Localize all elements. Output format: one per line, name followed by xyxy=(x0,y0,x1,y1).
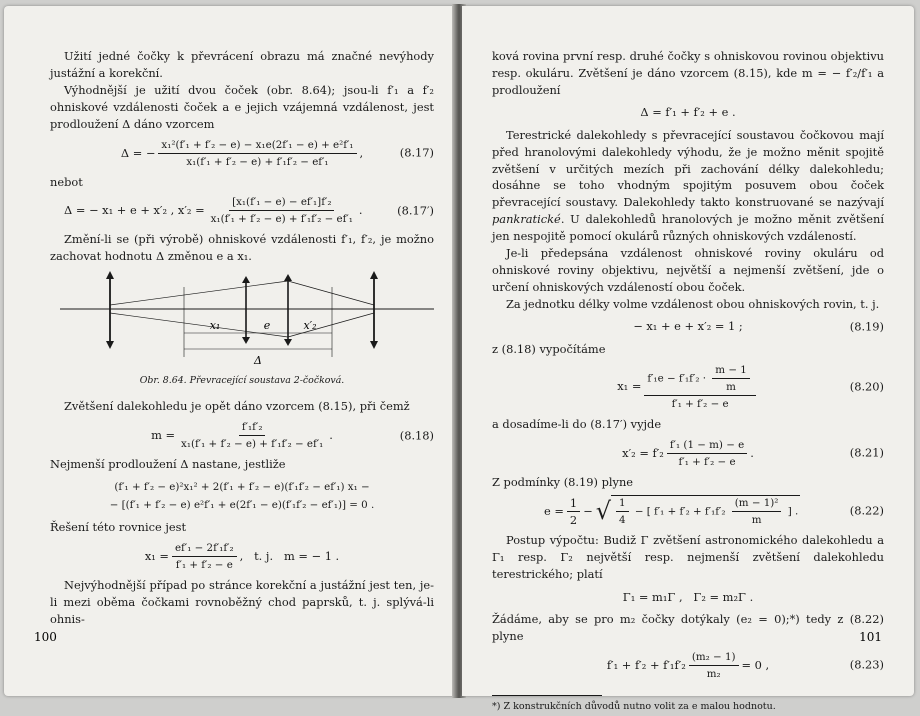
equation-number: (8.17) xyxy=(399,145,434,160)
eq-tail: , xyxy=(359,145,364,160)
equation-8-22 xyxy=(492,495,884,527)
paragraph: a dosadíme-li do (8.17′) vyjde xyxy=(492,416,662,431)
equation-minimum-line-1 xyxy=(50,478,434,496)
eq-text: Γ₁ = m₁Γ , Γ₂ = m₂Γ . xyxy=(622,589,754,604)
eq-denominator: f′₁ + f′₂ − e xyxy=(175,558,233,571)
equation-8-17-prime xyxy=(50,195,434,226)
eq-numerator: ef′₁ − 2f′₁f′₂ xyxy=(172,541,237,557)
equation-gamma xyxy=(492,588,884,606)
eq-numerator: (m₂ − 1) xyxy=(689,650,739,666)
footnote-rule xyxy=(492,695,602,696)
eq-denominator: f′₁ + f′₂ − e xyxy=(678,455,736,468)
eq-numerator: (m − 1)² xyxy=(732,496,782,512)
equation-number: (8.19) xyxy=(849,319,884,334)
equation-number: (8.18) xyxy=(399,428,434,443)
eq-fraction xyxy=(158,138,356,169)
eq-lhs: x₁ = xyxy=(144,548,169,563)
equation-number: (8.23) xyxy=(849,657,884,672)
paragraph: Nejvýhodnější případ po stránce korekční a justážní jest ten, je-li mezi oběma čočkami rovnoběžný chod paprsků, t. j. splývá-li ohnis- xyxy=(50,577,434,626)
eq-denominator: f′₁ + f′₂ − e xyxy=(671,397,729,410)
ray xyxy=(288,281,374,305)
eq-tail: . xyxy=(750,445,754,460)
label-x1: x₁ xyxy=(209,319,221,333)
eq-denominator: 2 xyxy=(569,512,578,527)
eq-lhs: Δ = − x₁ + e + x′₂ , x′₂ = xyxy=(64,203,205,218)
eq-tail: ] . xyxy=(787,505,799,518)
equation-8-20 xyxy=(492,363,884,411)
eq-lhs: m = xyxy=(151,428,176,443)
eq-lhs: x′₂ = f′₂ xyxy=(622,445,664,460)
left-page xyxy=(4,6,456,696)
footnote: *) Z konstrukčních důvodů nutno volit za e malou hodnotu. xyxy=(492,700,776,712)
left-page-content xyxy=(50,48,434,628)
eq-denominator: m xyxy=(726,380,736,393)
eq-num-text: f′₁e − f′₁f′₂ · xyxy=(647,372,707,385)
eq-numerator: [x₁(f′₁ − e) − ef′₁]f′₂ xyxy=(229,195,334,211)
eq-denominator: x₁(f′₁ + f′₂ − e) + f′₁f′₂ − ef′₁ xyxy=(210,213,353,226)
eq-numerator xyxy=(644,363,755,396)
text: Terestrické dalekohledy s převracející soustavou čočkovou mají před hranolovými dalekohledy výhodu, že je možno měnit spojitě zvětšení v určitých mezích při zachování délky dalekohledu; dosáhne se toho vhodným spojitým posuvem obou čoček převracející soustavy. Dalekohledy takto konstruované se nazývají xyxy=(492,127,884,210)
paragraph: Řešení této rovnice jest xyxy=(50,519,187,534)
objective-lens xyxy=(106,271,114,349)
eq-tail: . xyxy=(358,203,363,218)
paragraph: Z podmínky (8.19) plyne xyxy=(492,474,634,489)
eq-text: − [ f′₁ + f′₂ + f′₁f′₂ xyxy=(634,505,726,518)
eq-text: Δ = f′₁ + f′₂ + e . xyxy=(640,105,736,120)
paragraph: Za jednotku délky volme vzdálenost obou ohniskových rovin, t. j. xyxy=(506,296,880,311)
eq-tail: . xyxy=(329,428,333,443)
eq-lhs: Δ = − xyxy=(120,145,156,160)
second-relay-lens xyxy=(284,274,292,346)
paragraph xyxy=(492,127,884,245)
eq-numerator: f′₁ (1 − m) − e xyxy=(667,438,747,454)
eq-lhs: e = xyxy=(544,503,564,518)
paragraph: z (8.18) vypočítáme xyxy=(492,341,606,356)
ray xyxy=(288,313,374,337)
label-x2: x′₂ xyxy=(303,319,317,333)
eq-numerator: f′₁f′₂ xyxy=(239,420,266,436)
page-number: 100 xyxy=(34,630,57,644)
eq-lhs: f′₁ + f′₂ + f′₁f′₂ xyxy=(606,657,686,672)
eq-tail: = 0 , xyxy=(741,657,770,672)
equation-minimum-line-2 xyxy=(50,496,434,514)
paragraph: ková rovina první resp. druhé čočky s ohniskovou rovinou objektivu resp. okuláru. Zvětšení je dáno vzorcem (8.15), kde m = − f′₂/f′₁ a prodloužení xyxy=(492,49,884,97)
eq-denominator: 4 xyxy=(619,514,626,527)
eq-numerator: 1 xyxy=(567,496,580,512)
eq-numerator: x₁²(f′₁ + f′₂ − e) − x₁e(2f′₁ − e) + e²f′₁ xyxy=(158,138,356,154)
eq-lhs: x₁ = xyxy=(617,379,642,394)
eq-numerator: 1 xyxy=(616,496,629,512)
italic-term: pankratické xyxy=(492,212,561,227)
eyepiece-lens xyxy=(370,271,378,349)
right-page xyxy=(462,6,914,712)
eq-fraction-bracket xyxy=(732,496,782,527)
eq-denominator: x₁(f′₁ + f′₂ − e) + f′₁f′₂ − ef′₁ xyxy=(186,155,329,168)
eq-fraction xyxy=(689,650,739,681)
eq-text: (f′₁ + f′₂ − e)²x₁² + 2(f′₁ + f′₂ − e)(f′₁f′₂ − ef′₁) x₁ − xyxy=(114,480,370,493)
eq-fraction xyxy=(172,541,237,572)
eq-fraction-half xyxy=(567,496,580,527)
sqrt-sign: √ xyxy=(595,497,611,526)
equation-number: (8.22) xyxy=(849,503,884,518)
page-number: 101 xyxy=(859,630,882,644)
eq-fraction xyxy=(667,438,747,469)
eq-fraction xyxy=(178,420,326,451)
eq-fraction xyxy=(644,363,755,411)
paragraph: Změní-li se (při výrobě) ohniskové vzdálenosti f′₁, f′₂, je možno zachovat hodnotu Δ změnou e a x₁. xyxy=(50,232,434,264)
equation-number: (8.20) xyxy=(849,379,884,394)
equation-solution xyxy=(50,541,434,572)
label-delta: Δ xyxy=(254,354,262,368)
equation-delta xyxy=(492,104,884,122)
eq-inner-fraction xyxy=(712,363,750,394)
paragraph: Užití jedné čočky k převrácení obrazu má značné nevýhody justážní a korekční. xyxy=(50,49,434,80)
eq-denominator: m xyxy=(751,514,762,527)
equation-number: (8.21) xyxy=(849,445,884,460)
paragraph: Žádáme, aby se pro m₂ čočky dotýkaly (e₂ = 0);*) tedy z (8.22) plyne xyxy=(492,612,884,644)
sqrt-radicand xyxy=(611,495,800,527)
paragraph: Výhodnější je užití dvou čoček (obr. 8.64); jsou-li f′₁ a f′₂ ohniskové vzdálenosti čoček a e jejich vzájemná vzdálenost, jest prodloužení Δ dáno vzorcem xyxy=(50,82,434,131)
ray xyxy=(110,313,288,337)
eq-denominator: m₂ xyxy=(706,667,721,680)
eq-tail: , t. j. m = − 1 . xyxy=(239,548,340,563)
paragraph: Nejmenší prodloužení Δ nastane, jestliže xyxy=(50,457,286,472)
lens-system-figure xyxy=(50,267,434,371)
ray xyxy=(110,281,288,305)
right-page-content xyxy=(492,48,884,716)
label-e: e xyxy=(263,319,271,333)
equation-8-17 xyxy=(50,138,434,169)
paragraph: Je-li předepsána vzdálenost ohniskové roviny okuláru od ohniskové roviny objektivu, největší a nejmenší zvětšení, jde o určení ohniskových vzdáleností obou čoček. xyxy=(492,246,884,294)
eq-text: − x₁ + e + x′₂ = 1 ; xyxy=(633,319,743,334)
paragraph: Postup výpočtu: Budiž Γ zvětšení astronomického dalekohledu a Γ₁ resp. Γ₂ největší resp. nejmenší zvětšení dalekohledu terestrického; platí xyxy=(492,533,884,582)
eq-numerator: m − 1 xyxy=(712,363,750,379)
eq-text: − [(f′₁ + f′₂ − e) e²f′₁ + e(2f′₁ − e)(f′₁f′₂ − ef′₁)] = 0 . xyxy=(109,498,375,511)
equation-8-18 xyxy=(50,420,434,451)
text: . U dalekohledů hranolových je možno měnit zvětšení jen nespojitě pomocí okulárů různých ohniskových vzdáleností. xyxy=(492,212,884,244)
eq-fraction xyxy=(208,195,356,226)
equation-number: (8.17′) xyxy=(397,203,434,218)
paragraph: Zvětšení dalekohledu je opět dáno vzorcem (8.15), při čemž xyxy=(64,399,410,414)
paragraph: nebot xyxy=(50,174,83,189)
eq-denominator: x₁(f′₁ + f′₂ − e) + f′₁f′₂ − ef′₁ xyxy=(181,438,324,451)
eq-minus: − xyxy=(583,503,593,518)
equation-8-23 xyxy=(492,650,884,681)
equation-8-19 xyxy=(492,318,884,336)
equation-8-21 xyxy=(492,438,884,469)
figure-caption: Obr. 8.64. Převracející soustava 2-čočková. xyxy=(139,375,345,387)
eq-fraction-quarter xyxy=(616,496,629,527)
